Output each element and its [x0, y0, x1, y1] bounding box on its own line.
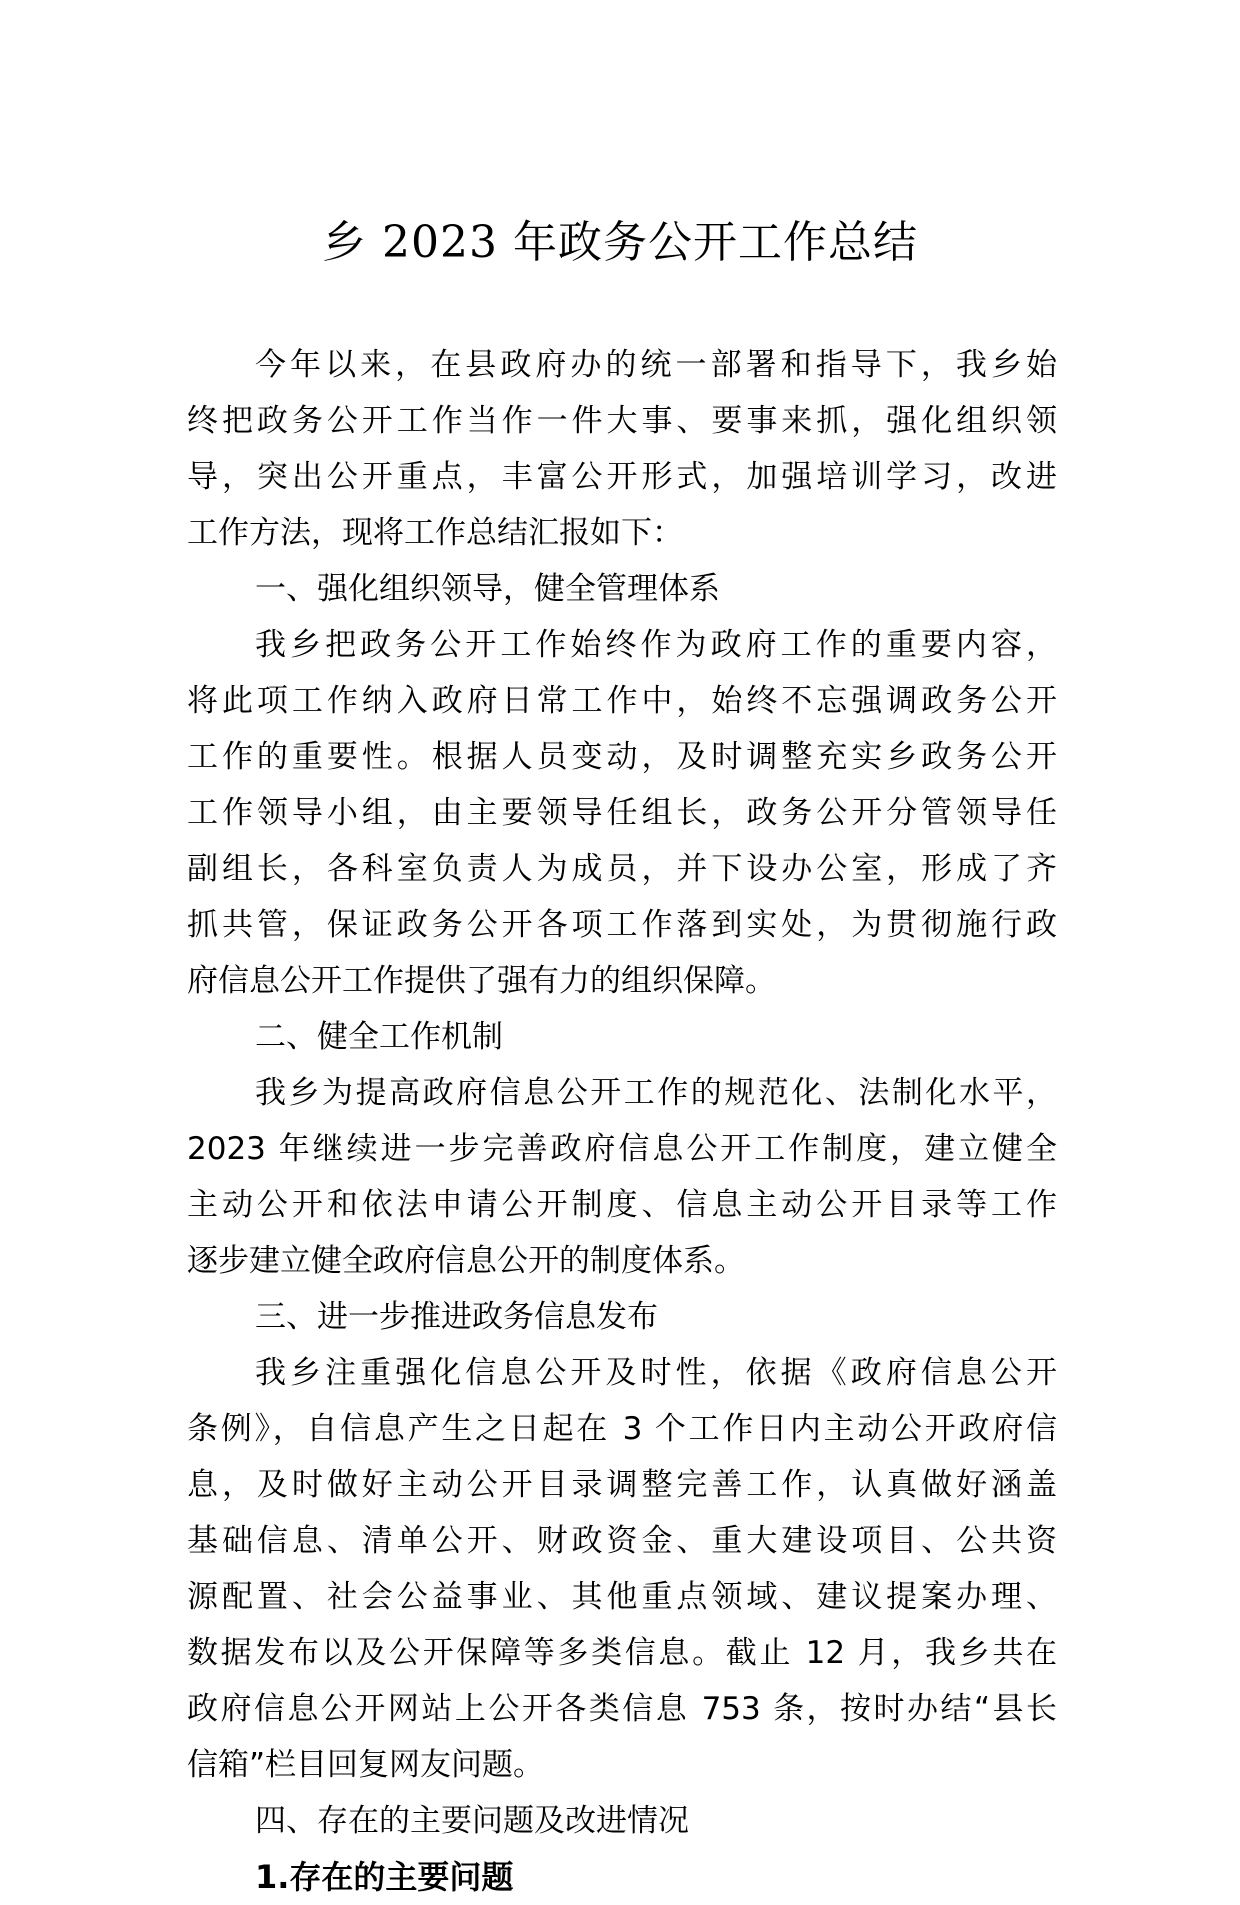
text-line: 导，突出公开重点，丰富公开形式，加强培训学习，改进 [187, 459, 1057, 495]
section-subheading: 1.存在的主要问题 [255, 1858, 514, 1896]
text-line: 今年以来，在县政府办的统一部署和指导下，我乡始 [255, 347, 1057, 383]
text-line: 政府信息公开网站上公开各类信息 753 条，按时办结“县长 [187, 1691, 1057, 1727]
text-line: 四、存在的主要问题及改进情况 [255, 1803, 689, 1839]
text-line: 2023 年继续进一步完善政府信息公开工作制度，建立健全 [187, 1131, 1057, 1167]
text-line: 我乡为提高政府信息公开工作的规范化、法制化水平， [255, 1075, 1057, 1111]
text-line: 数据发布以及公开保障等多类信息。截止 12 月，我乡共在 [187, 1635, 1057, 1671]
document-body [187, 337, 1057, 1905]
text-line: 信箱”栏目回复网友问题。 [187, 1747, 545, 1783]
text-line: 一、强化组织领导，健全管理体系 [255, 571, 720, 607]
text-line: 条例》，自信息产生之日起在 3 个工作日内主动公开政府信 [187, 1411, 1057, 1447]
text-line: 我乡把政务公开工作始终作为政府工作的重要内容， [255, 627, 1057, 663]
text-line: 逐步建立健全政府信息公开的制度体系。 [187, 1243, 745, 1279]
text-line: 工作领导小组，由主要领导任组长，政务公开分管领导任 [187, 795, 1057, 831]
text-line: 源配置、社会公益事业、其他重点领域、建议提案办理、 [187, 1579, 1057, 1615]
text-line: 抓共管，保证政务公开各项工作落到实处，为贯彻施行政 [187, 907, 1057, 943]
text-line: 工作的重要性。根据人员变动，及时调整充实乡政务公开 [187, 739, 1057, 775]
text-line: 将此项工作纳入政府日常工作中，始终不忘强调政务公开 [187, 683, 1057, 719]
document-title: 乡 2023 年政务公开工作总结 [322, 217, 918, 268]
text-line: 我乡注重强化信息公开及时性，依据《政府信息公开 [255, 1355, 1057, 1391]
text-line: 府信息公开工作提供了强有力的组织保障。 [187, 963, 776, 999]
text-line: 副组长，各科室负责人为成员，并下设办公室，形成了齐 [187, 851, 1057, 887]
text-line: 二、健全工作机制 [255, 1019, 503, 1055]
text-line: 工作方法，现将工作总结汇报如下： [187, 515, 683, 551]
text-line: 三、进一步推进政务信息发布 [255, 1299, 658, 1335]
text-line: 主动公开和依法申请公开制度、信息主动公开目录等工作 [187, 1187, 1057, 1223]
text-line: 终把政务公开工作当作一件大事、要事来抓，强化组织领 [187, 403, 1057, 439]
text-line: 基础信息、清单公开、财政资金、重大建设项目、公共资 [187, 1523, 1057, 1559]
text-line: 息，及时做好主动公开目录调整完善工作，认真做好涵盖 [187, 1467, 1057, 1503]
